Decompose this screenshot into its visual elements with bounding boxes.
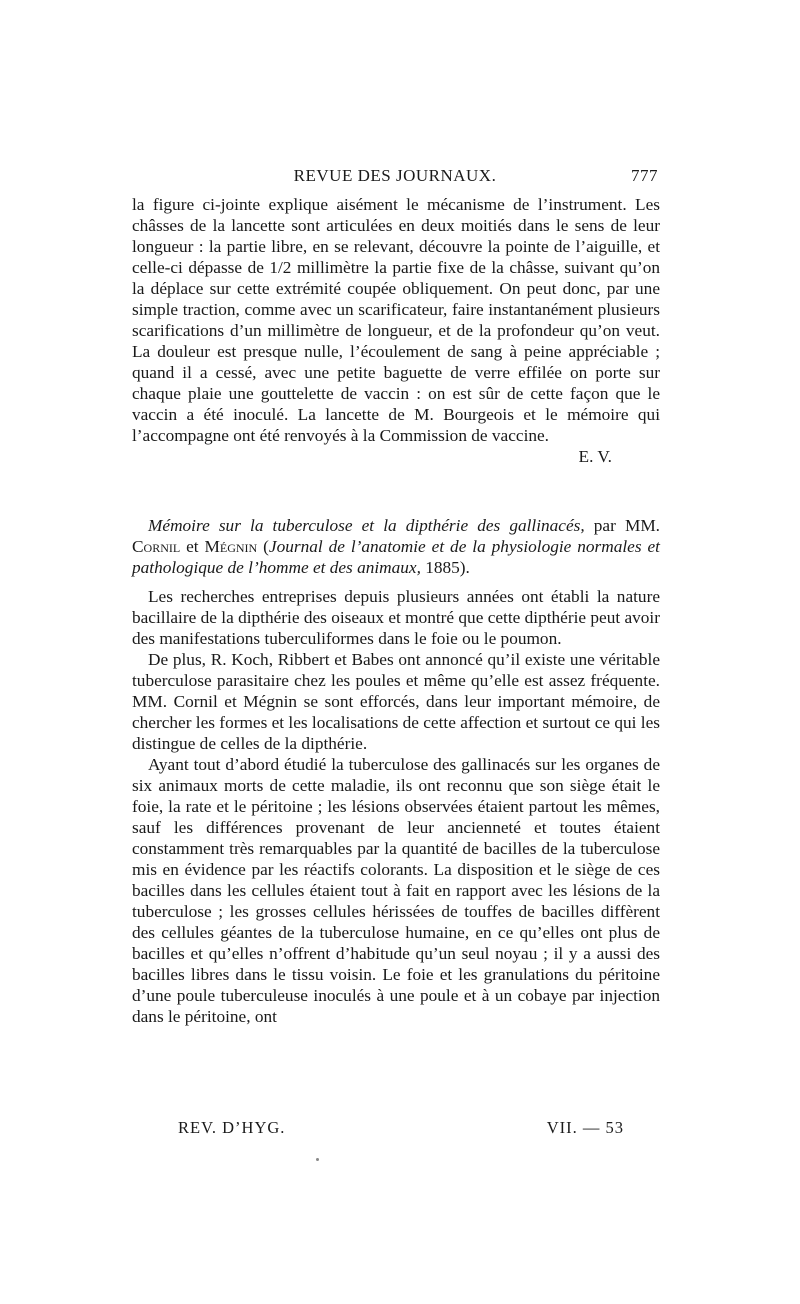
journal-title: Journal de l’anatomie et de la physiologie normales et pathologique de l’homme et des animaux,: [132, 537, 660, 577]
continuation-paragraph: la figure ci-jointe explique aisément le mécanisme de l’instrument. Les châsses de la lancette sont articulées en deux moitiés dans le sens de leur longueur : la partie libre, en se relevant, découvre la pointe de l’aiguille, et celle-ci dépasse de 1/2 millimètre la partie fixe de la châsse, suivant qu’on la déplace sur cette extrémité coupée obliquement. On peut donc, par une simple traction, comme avec un scarificateur, faire instantanément plusieurs scarifications d’un millimètre de longueur, et de la profondeur qu’on veut. La douleur est presque nulle, l’écoulement de sang à peine appréciable ; quand il a cessé, avec une petite baguette de verre effilée on porte sur chaque plaie une gouttelette de vaccin : on est sûr de cette façon que le vaccin a été inoculé. La lancette de M. Bourgeois et le mémoire qui l’accompagne ont été renvoyés à la Commission de vaccine.: [132, 195, 660, 445]
article-by: par MM.: [584, 516, 661, 535]
page-number: 777: [631, 166, 658, 185]
article-paragraph: De plus, R. Koch, Ribbert et Babes ont annoncé qu’il existe une véritable tuberculose parasitaire chez les poules et même qu’elle est assez fréquente. MM. Cornil et Mégnin se sont efforcés, dans leur important mémoire, de chercher les formes et les localisations de cette affection et surtout ce qui les distingue de celles de la dipthérie.: [132, 650, 660, 753]
article-paragraph: Ayant tout d’abord étudié la tuberculose des gallinacés sur les organes de six animaux morts de cette maladie, ils ont reconnu que son siège était le foie, la rate et le péritoine ; les lésions observées étaient partout les mêmes, sauf les différences provenant de leur ancienneté et toutes étaient constamment très remarquables par la quantité de bacilles de la tuberculose mis en évidence par les réactifs colorants. La disposition et le siège de ces bacilles dans les cellules étaient tout à fait en rapport avec les lésions de la tuberculose ; les grosses cellules hérissées de touffes de bacilles diffèrent des cellules géantes de la tuberculose humaine, en ce qu’elles ont plus de bacilles et qu’elles n’offrent d’habitude qu’un seul noyau ; il y a aussi des bacilles libres dans le tissu voisin. Le foie et les granulations du péritoine d’une poule tuberculeuse inoculés à une poule et à un cobaye par injection dans le péritoine, ont: [132, 755, 660, 1026]
author-initials: E. V.: [578, 447, 612, 466]
publication-year: 1885).: [420, 558, 470, 577]
paper-speck: [316, 1158, 319, 1161]
running-title: REVUE DES JOURNAUX.: [293, 166, 497, 185]
journal-signature: REV. D’HYG.: [178, 1118, 286, 1137]
article-title: Mémoire sur la tuberculose et la dipthérie des gallinacés,: [148, 516, 585, 535]
article-and: et: [180, 537, 205, 556]
signature-line: [178, 1118, 624, 1142]
running-head: [132, 166, 658, 192]
volume-signature: VII. — 53: [546, 1118, 624, 1137]
author-cornil: Cornil: [132, 537, 181, 556]
article-heading: [132, 515, 660, 578]
author-megnin: Mégnin: [204, 537, 258, 556]
article-section: [132, 515, 660, 1027]
body-text: [132, 194, 660, 1027]
journal-open: (: [257, 537, 269, 556]
article-paragraph: Les recherches entreprises depuis plusieurs années ont établi la nature bacillaire de la dipthérie des oiseaux et montré que cette dipthérie peut avoir des manifestations tuberculiformes dans le foie ou le poumon.: [132, 587, 660, 648]
